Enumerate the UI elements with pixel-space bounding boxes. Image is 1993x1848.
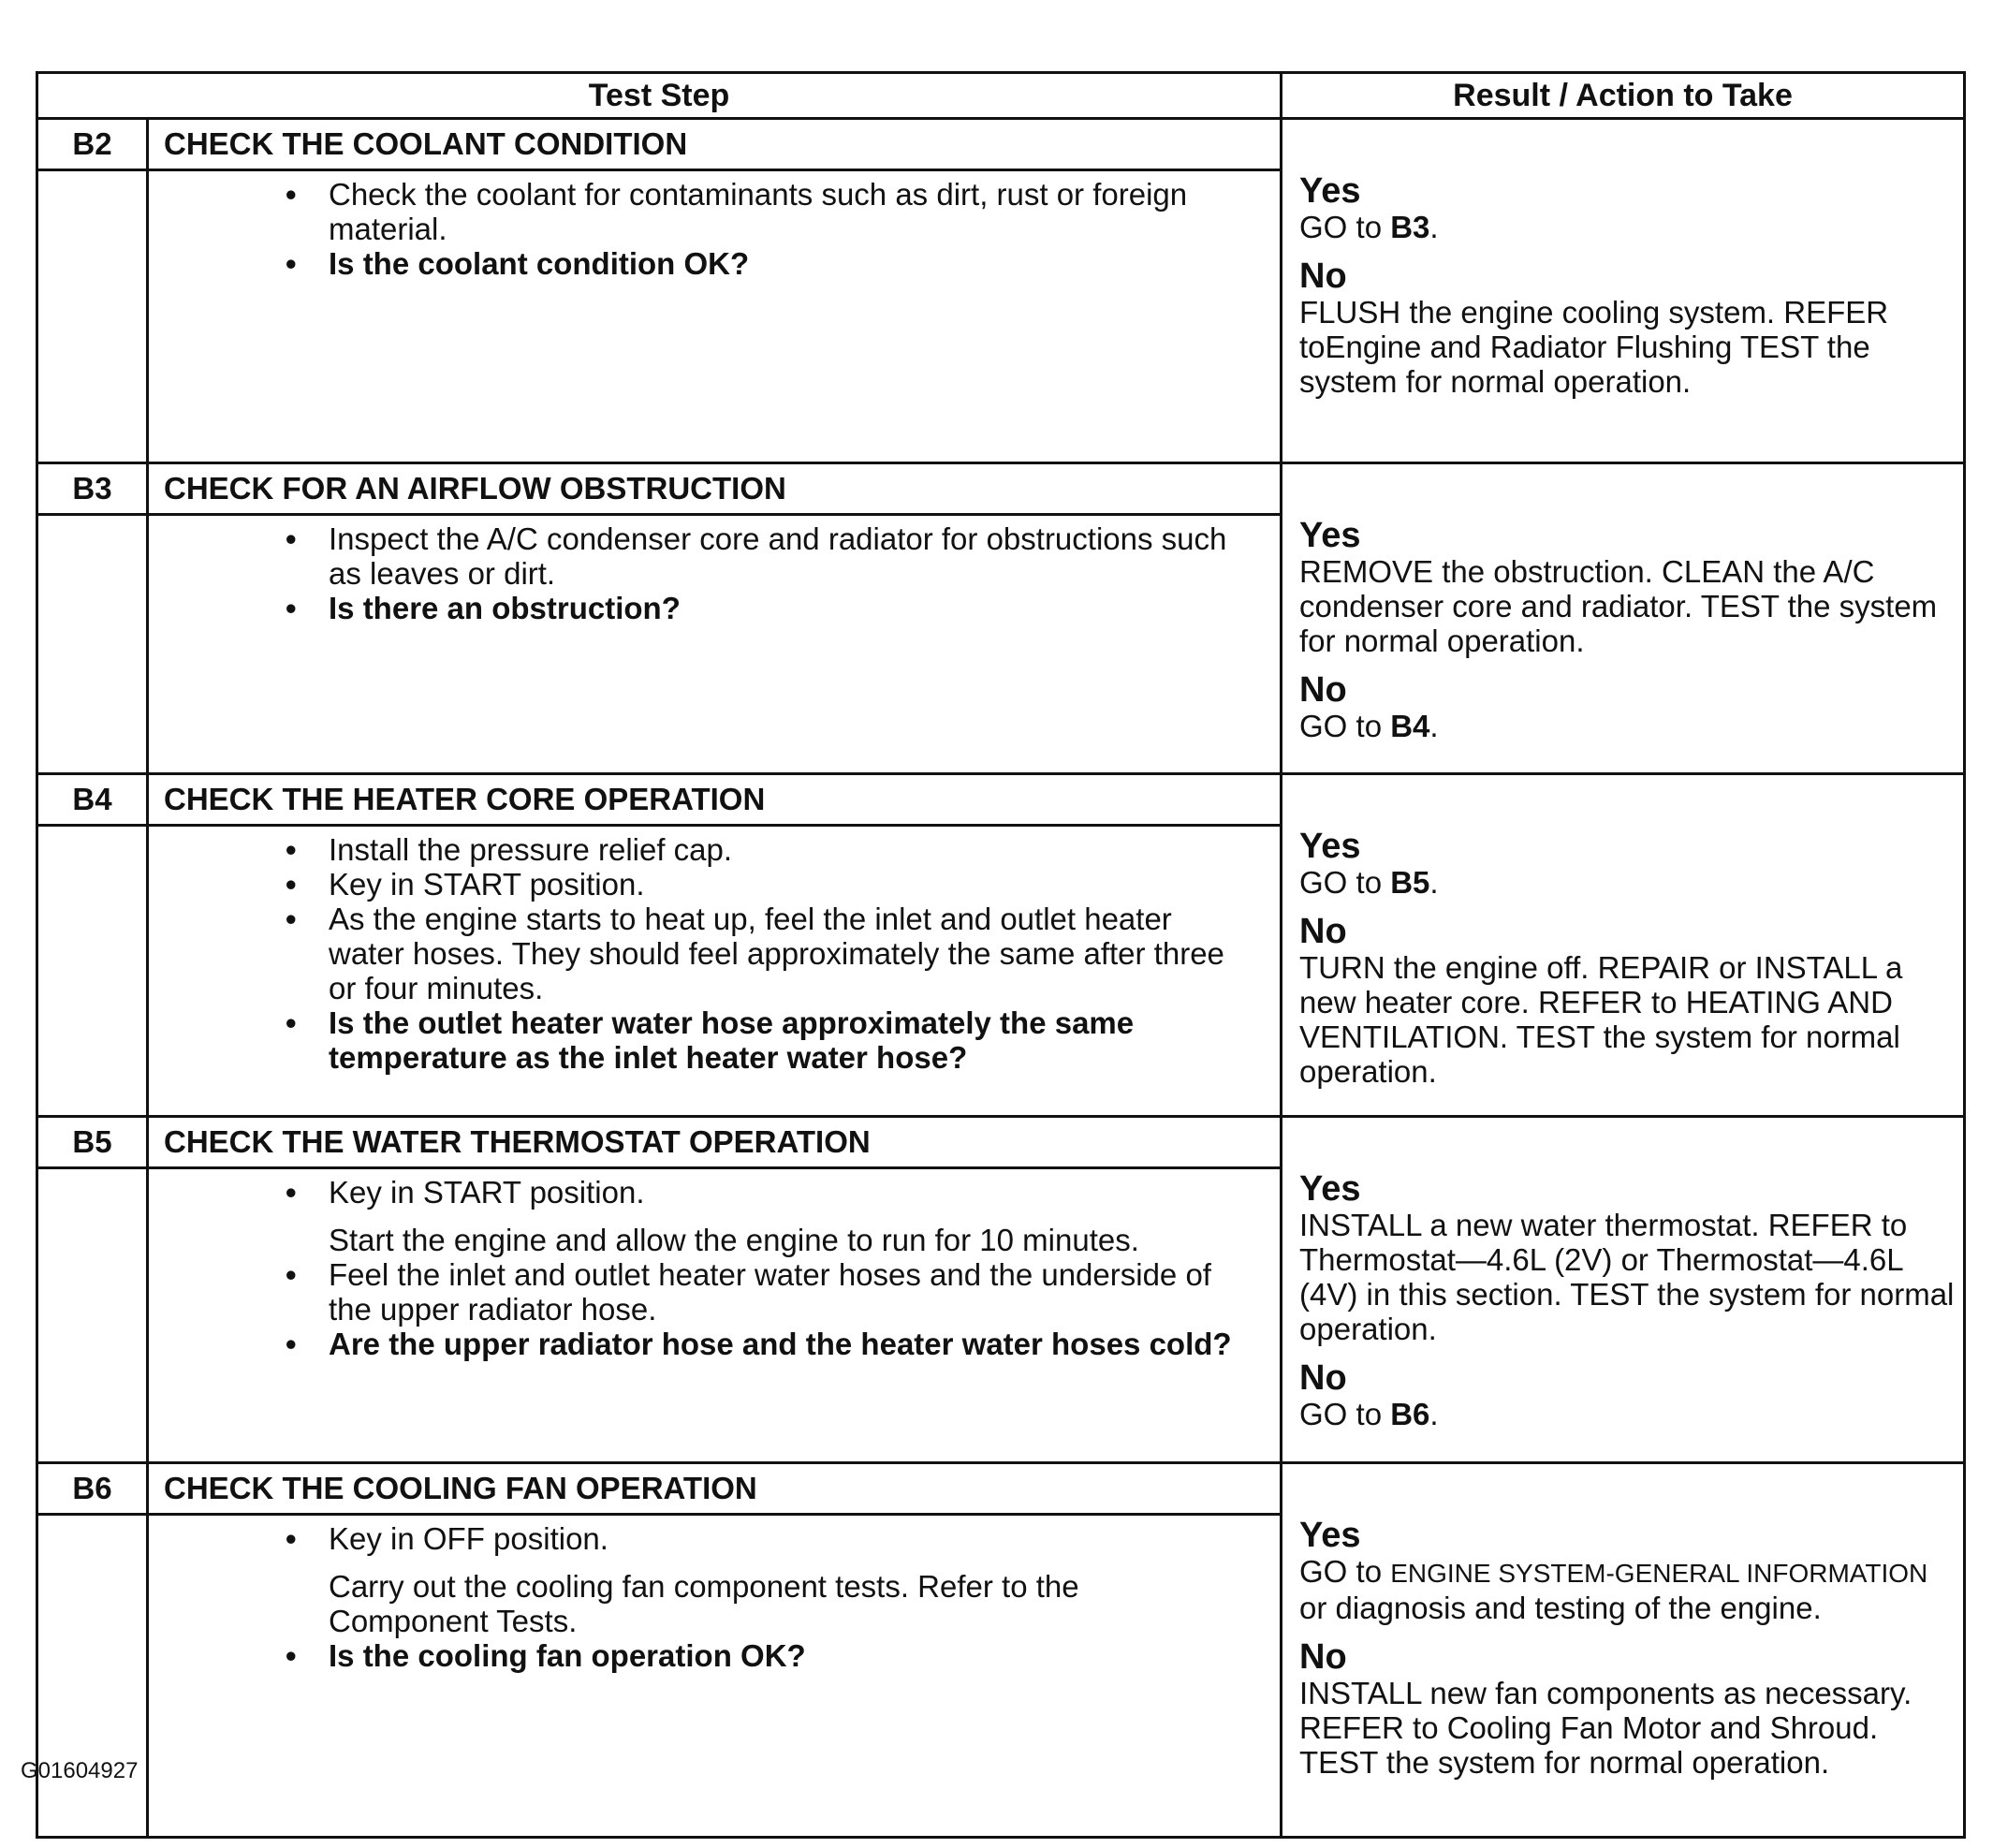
step-body	[148, 1168, 1282, 1463]
step-instruction	[329, 1223, 1242, 1257]
step-list	[286, 832, 1242, 1075]
no-heading: No	[1299, 670, 1347, 710]
yes-action	[1299, 554, 1957, 658]
yes-action-text: REMOVE the obstruction. CLEAN the A/C condenser core and radiator. TEST the system for normal operation.	[1299, 554, 1938, 658]
no-action	[1299, 950, 1957, 1089]
step-id-spacer	[37, 515, 148, 774]
step-result	[1282, 119, 1965, 463]
bullet-icon: •	[286, 1257, 297, 1292]
bullet-icon: •	[286, 1638, 297, 1673]
step-instruction	[286, 1521, 1242, 1556]
header-test-step: Test Step	[37, 73, 1282, 119]
spacer	[1299, 244, 1957, 257]
no-action-text: GO to	[1299, 1397, 1391, 1431]
step-title: CHECK FOR AN AIRFLOW OBSTRUCTION	[148, 463, 1282, 515]
bullet-icon: •	[286, 246, 297, 281]
yes-heading: Yes	[1299, 516, 1361, 555]
step-question	[286, 1638, 1242, 1673]
diagnostic-table-wrapper	[36, 71, 1963, 1839]
bullet-icon: •	[286, 1175, 297, 1210]
no-action	[1299, 1397, 1957, 1431]
step-instruction	[286, 902, 1242, 1005]
step-text: Is the outlet heater water hose approximately the same temperature as the inlet heater water hose?	[329, 1005, 1135, 1075]
no-action-tail: .	[1429, 709, 1439, 743]
yes-action-text: GO to	[1299, 210, 1391, 244]
step-instruction	[286, 177, 1242, 246]
step-question	[286, 1005, 1242, 1075]
step-text: Start the engine and allow the engine to run for 10 minutes.	[329, 1223, 1139, 1257]
step-text: As the engine starts to heat up, feel the inlet and outlet heater water hoses. They should feel approximately the same after three or four minutes.	[329, 902, 1224, 1005]
step-title: CHECK THE COOLANT CONDITION	[148, 119, 1282, 170]
no-action	[1299, 709, 1957, 743]
step-result	[1282, 463, 1965, 774]
step-instruction	[286, 1257, 1242, 1327]
step-text: Feel the inlet and outlet heater water hoses and the underside of the upper radiator hose.	[329, 1257, 1211, 1327]
step-body	[148, 826, 1282, 1117]
step-result	[1282, 774, 1965, 1117]
no-goto-step: B4	[1390, 709, 1430, 743]
yes-heading: Yes	[1299, 1516, 1361, 1555]
step-text: Key in START position.	[329, 1175, 645, 1210]
step-title-row	[37, 1117, 1965, 1168]
step-title: CHECK THE WATER THERMOSTAT OPERATION	[148, 1117, 1282, 1168]
no-goto-step: B6	[1390, 1397, 1430, 1431]
no-action	[1299, 1676, 1957, 1780]
step-title-row	[37, 119, 1965, 170]
spacer	[1299, 1346, 1957, 1359]
step-id-spacer	[37, 1168, 148, 1463]
step-id: B2	[37, 119, 148, 170]
header-result: Result / Action to Take	[1282, 73, 1965, 119]
step-text: Is there an obstruction?	[329, 591, 681, 625]
step-text: Is the coolant condition OK?	[329, 246, 750, 281]
step-title: CHECK THE HEATER CORE OPERATION	[148, 774, 1282, 826]
bullet-icon: •	[286, 1005, 297, 1040]
yes-action-text-cont: or diagnosis and testing of the engine.	[1299, 1591, 1822, 1625]
step-id: B6	[37, 1463, 148, 1515]
yes-heading: Yes	[1299, 1169, 1361, 1209]
step-text: Check the coolant for contaminants such as dirt, rust or foreign material.	[329, 177, 1188, 246]
step-list	[286, 521, 1242, 625]
step-title-row	[37, 774, 1965, 826]
yes-heading: Yes	[1299, 827, 1361, 866]
step-instruction	[286, 521, 1242, 591]
step-title-row	[37, 463, 1965, 515]
bullet-icon: •	[286, 1327, 297, 1361]
table-body	[37, 119, 1965, 1838]
step-list	[286, 177, 1242, 281]
step-text: Are the upper radiator hose and the heater water hoses cold?	[329, 1327, 1232, 1361]
step-id: B4	[37, 774, 148, 826]
bullet-icon: •	[286, 521, 297, 556]
bullet-icon: •	[286, 1521, 297, 1556]
bullet-icon: •	[286, 177, 297, 212]
bullet-icon: •	[286, 867, 297, 902]
step-result	[1282, 1117, 1965, 1463]
step-instruction	[286, 867, 1242, 902]
yes-action-text: INSTALL a new water thermostat. REFER to Thermostat—4.6L (2V) or Thermostat—4.6L (4V) in this section. TEST the system for normal operation.	[1299, 1208, 1955, 1346]
yes-action-tail: .	[1429, 865, 1439, 900]
no-heading: No	[1299, 257, 1347, 296]
yes-action-text: GO to	[1299, 1554, 1391, 1589]
yes-action-tail: .	[1429, 210, 1439, 244]
yes-action	[1299, 1208, 1957, 1346]
yes-action-reference: ENGINE SYSTEM-GENERAL INFORMATION	[1390, 1559, 1928, 1588]
no-action-text: GO to	[1299, 709, 1391, 743]
step-instruction	[286, 1175, 1242, 1210]
step-instruction	[286, 832, 1242, 867]
header-row	[37, 73, 1965, 119]
step-list	[286, 1521, 1242, 1673]
no-action-text: FLUSH the engine cooling system. REFER toEngine and Radiator Flushing TEST the system for normal operation.	[1299, 295, 1889, 399]
step-question	[286, 591, 1242, 625]
yes-goto-step: B5	[1390, 865, 1430, 900]
spacer	[1299, 1625, 1957, 1638]
step-result	[1282, 1463, 1965, 1838]
step-id-spacer	[37, 170, 148, 463]
no-action	[1299, 295, 1957, 399]
step-text: Is the cooling fan operation OK?	[329, 1638, 806, 1673]
yes-action	[1299, 865, 1957, 900]
bullet-icon: •	[286, 832, 297, 867]
step-text: Install the pressure relief cap.	[329, 832, 733, 867]
yes-heading: Yes	[1299, 171, 1361, 211]
step-id: B5	[37, 1117, 148, 1168]
no-action-text: TURN the engine off. REPAIR or INSTALL a new heater core. REFER to HEATING AND VENTILATION. TEST the system for normal operation.	[1299, 950, 1903, 1089]
no-heading: No	[1299, 912, 1347, 951]
step-text: Carry out the cooling fan component tests. Refer to the Component Tests.	[329, 1569, 1079, 1638]
no-heading: No	[1299, 1358, 1347, 1398]
step-text: Key in START position.	[329, 867, 645, 902]
step-id: B3	[37, 463, 148, 515]
step-body	[148, 515, 1282, 774]
step-list	[286, 1175, 1242, 1361]
figure-id: G01604927	[21, 1758, 139, 1783]
yes-action-text: GO to	[1299, 865, 1391, 900]
yes-action	[1299, 1554, 1957, 1625]
step-title: CHECK THE COOLING FAN OPERATION	[148, 1463, 1282, 1515]
yes-goto-step: B3	[1390, 210, 1430, 244]
diagnostic-table	[36, 71, 1966, 1839]
bullet-icon: •	[286, 591, 297, 625]
no-heading: No	[1299, 1637, 1347, 1677]
step-title-row	[37, 1463, 1965, 1515]
spacer	[1299, 658, 1957, 671]
step-text: Key in OFF position.	[329, 1521, 608, 1556]
step-question	[286, 1327, 1242, 1361]
spacer	[1299, 900, 1957, 913]
no-action-tail: .	[1429, 1397, 1439, 1431]
step-body	[148, 1515, 1282, 1838]
step-question	[286, 246, 1242, 281]
step-body	[148, 170, 1282, 463]
no-action-text: INSTALL new fan components as necessary. REFER to Cooling Fan Motor and Shroud. TEST the system for normal operation.	[1299, 1676, 1912, 1780]
bullet-icon: •	[286, 902, 297, 936]
yes-action	[1299, 210, 1957, 244]
step-text: Inspect the A/C condenser core and radiator for obstructions such as leaves or dirt.	[329, 521, 1227, 591]
step-instruction	[329, 1569, 1242, 1638]
step-id-spacer	[37, 1515, 148, 1838]
step-id-spacer	[37, 826, 148, 1117]
